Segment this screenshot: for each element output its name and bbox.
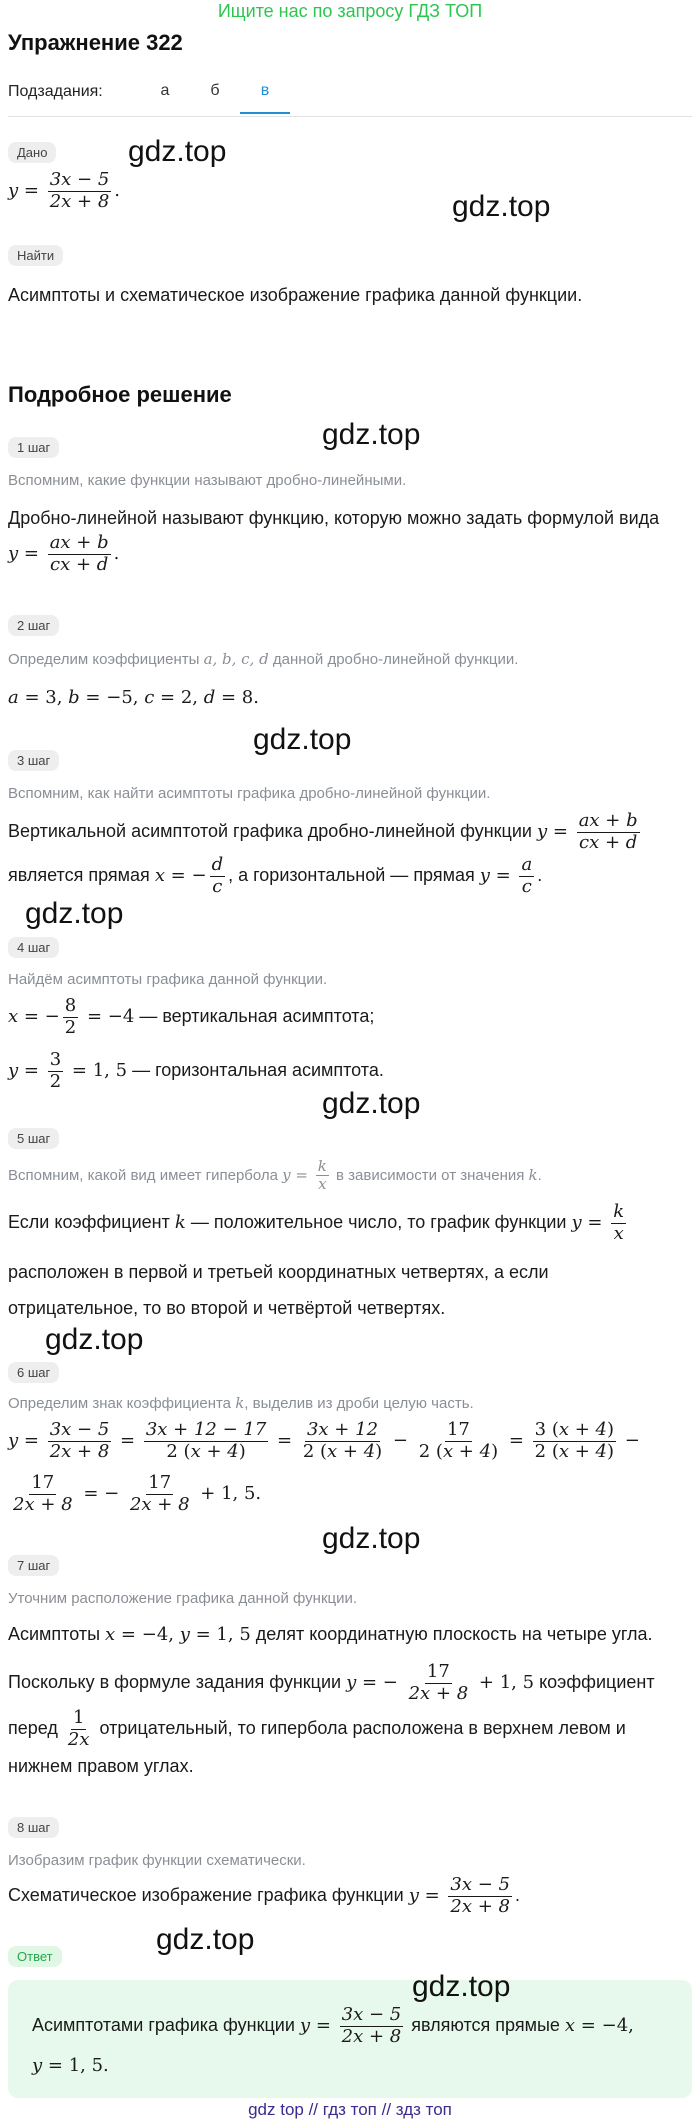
step-3-chip: 3 шаг xyxy=(8,750,59,771)
exercise-title: Упражнение 322 xyxy=(8,30,183,55)
find-chip: Найти xyxy=(8,245,63,266)
step-5-chip: 5 шаг xyxy=(8,1128,59,1149)
step-7-text-line2: Поскольку в формуле задания функции y = − $\frac{17}{2x + 8}$ + 1, 5 коэффициент xyxy=(8,1661,655,1704)
step-2-chip: 2 шаг xyxy=(8,615,59,636)
step-8-text: Схематическое изображение графика функции y = $\frac{3x - 5}{2x + 8}$ . xyxy=(8,1874,520,1917)
step-1-formula: y = $\frac{ax + b}{cx + d}$ . xyxy=(8,532,120,575)
answer-chip: Ответ xyxy=(8,1946,62,1967)
footer-links[interactable]: gdz top // гдз топ // здз топ xyxy=(248,2100,452,2119)
step-7-chip: 7 шаг xyxy=(8,1555,59,1576)
given-chip: Дано xyxy=(8,142,56,163)
step-7-text-line1: Асимптоты x = −4, y = 1, 5 делят координатную плоскость на четыре угла. xyxy=(8,1624,653,1645)
subtasks-label: Подзадания: xyxy=(8,83,103,100)
step-1-note: Вспомним, какие функции называют дробно-линейными. xyxy=(8,472,407,489)
step-5-note: Вспомним, какой вид имеет гипербола y = $\frac{k}{x}$ в зависимости от значения k. xyxy=(8,1157,542,1194)
watermark: gdz.top xyxy=(452,190,551,223)
step-2-note: Определим коэффициенты a, b, c, d данной дробно-линейной функции. xyxy=(8,650,519,668)
step-4-horizontal: y = $\frac{3}{2}$ = 1, 5 — горизонтальная асимптота. xyxy=(8,1049,384,1092)
watermark: gdz.top xyxy=(253,723,352,756)
watermark: gdz.top xyxy=(322,1087,421,1120)
step-5-text-line1: Если коэффициент k — положительное число, то график функции y = $\frac{k}{x}$ xyxy=(8,1201,625,1244)
tab-b[interactable]: б xyxy=(210,82,220,99)
step-5-text-line3: отрицательное, то во второй и четвёртой четвертях. xyxy=(8,1298,446,1318)
watermark: gdz.top xyxy=(25,897,124,930)
step-1-text: Дробно-линейной называют функцию, которую можно задать формулой вида xyxy=(8,508,660,528)
answer-text-line2: y = 1, 5. xyxy=(32,2055,109,2076)
step-6-chip: 6 шаг xyxy=(8,1362,59,1383)
step-3-text-line2: является прямая x = − $\frac{d}{c}$ , а горизонтальной — прямая y = $\frac{a}{c}$ . xyxy=(8,854,543,897)
tab-a[interactable]: а xyxy=(160,82,170,99)
step-7-text-line4: нижнем правом углах. xyxy=(8,1756,194,1776)
step-4-vertical: x = − $\frac{8}{2}$ = −4 — вертикальная асимптота; xyxy=(8,995,375,1038)
watermark: gdz.top xyxy=(322,418,421,451)
watermark: gdz.top xyxy=(45,1323,144,1356)
watermark: gdz.top xyxy=(128,135,227,168)
answer-text-line1: Асимптотами графика функции y = $\frac{3x - 5}{2x + 8}$ являются прямые x = −4, xyxy=(32,2004,634,2047)
tabs-divider xyxy=(8,116,692,117)
step-6-formula-line2: $\frac{17}{2x + 8}$ = − $\frac{17}{2x + 8}$ + 1, 5. xyxy=(13,1472,262,1515)
step-6-note: Определим знак коэффициента k, выделив из дроби целую часть. xyxy=(8,1394,474,1412)
step-5-text-line2: расположен в первой и третьей координатных четвертях, а если xyxy=(8,1262,549,1282)
step-7-text-line3: перед $\frac{1}{2x}$ отрицательный, то гипербола расположена в верхнем левом и xyxy=(8,1707,626,1750)
step-8-note: Изобразим график функции схематически. xyxy=(8,1852,306,1869)
step-7-note: Уточним расположение графика данной функции. xyxy=(8,1590,358,1607)
watermark: gdz.top xyxy=(156,1923,255,1956)
step-4-note: Найдём асимптоты графика данной функции. xyxy=(8,971,328,988)
step-3-text-line1: Вертикальной асимптотой графика дробно-линейной функции y = $\frac{ax + b}{cx + d}$ xyxy=(8,810,638,853)
tab-v[interactable]: в xyxy=(240,82,290,114)
watermark: gdz.top xyxy=(412,1970,511,2003)
step-6-formula-line1: y = $\frac{3x - 5}{2x + 8}$ = $\frac{3x + 12 - 17}{2 (x + 4)}$ = $\frac{3x + 12}{2 (x + 4)}$ − $\frac{17}{2 (x + 4)}$ = $\frac{3 (x + 4)}{2 (x + 4)}$ − xyxy=(8,1419,640,1462)
find-text: Асимптоты и схематическое изображение графика данной функции. xyxy=(8,285,583,305)
subtask-tabs xyxy=(140,82,290,114)
step-4-chip: 4 шаг xyxy=(8,937,59,958)
step-2-formula: a = 3, b = −5, c = 2, d = 8. xyxy=(8,687,259,708)
step-1-chip: 1 шаг xyxy=(8,437,59,458)
solution-title: Подробное решение xyxy=(8,382,232,407)
given-formula: y = $\frac{3x - 5}{2x + 8}$ . xyxy=(8,169,121,212)
step-3-note: Вспомним, как найти асимптоты графика дробно-линейной функции. xyxy=(8,785,491,802)
promo-banner[interactable]: Ищите нас по запросу ГДЗ ТОП xyxy=(217,1,483,21)
watermark: gdz.top xyxy=(322,1522,421,1555)
step-8-chip: 8 шаг xyxy=(8,1817,59,1838)
